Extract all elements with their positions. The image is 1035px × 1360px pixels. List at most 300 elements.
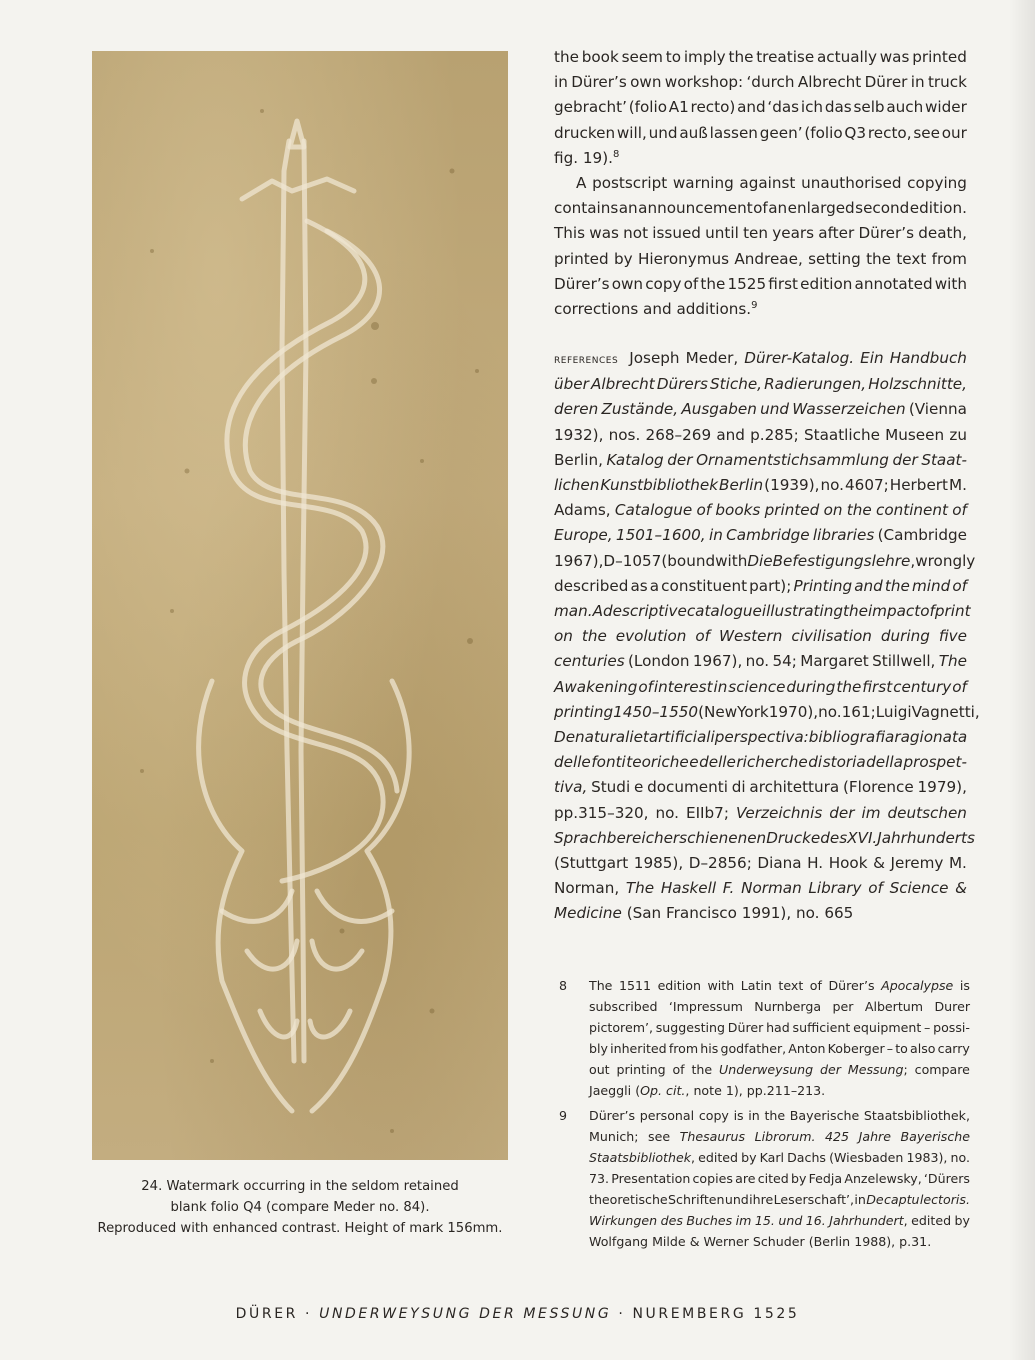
word: [903, 750, 967, 775]
word: [769, 700, 818, 725]
word: [640, 1105, 694, 1126]
word: [755, 1210, 775, 1231]
italic-run: on: [823, 501, 843, 520]
text-run: York: [737, 702, 769, 721]
italic-run: richerche: [736, 753, 808, 772]
text-run: to: [895, 1041, 908, 1056]
word: [866, 1189, 883, 1210]
text-run: di: [731, 778, 746, 797]
word: [728, 675, 785, 700]
word: [693, 1083, 721, 1098]
body-paragraph-2: [554, 171, 967, 322]
word: [695, 624, 710, 649]
word: [661, 574, 747, 599]
italic-run: Staatsbibliothek: [589, 1150, 692, 1165]
italic-run: continent: [875, 501, 948, 520]
italic-run: of: [952, 677, 967, 696]
italic-run: of: [868, 879, 883, 898]
italic-run: Jahrhunderts: [877, 828, 975, 847]
word: [844, 1168, 921, 1189]
word: [704, 1234, 749, 1249]
italic-run: Europe,: [554, 526, 613, 545]
word: [615, 498, 692, 523]
word: [885, 423, 944, 448]
italic-run: century: [893, 677, 952, 696]
word: [829, 851, 868, 876]
italic-run: in: [708, 526, 723, 545]
text-run: e: [633, 778, 644, 797]
word: [854, 1189, 865, 1210]
italic-run: und: [778, 1213, 803, 1228]
text-run: (Cambridge: [877, 526, 967, 545]
word: [554, 675, 637, 700]
italic-run: di: [808, 753, 823, 772]
text-run: constituent: [661, 576, 748, 595]
word: [715, 725, 809, 750]
word: against: [739, 174, 796, 192]
italic-run: the: [836, 677, 862, 696]
word: [951, 1147, 970, 1168]
word: treatise: [756, 48, 815, 66]
text-line: [554, 70, 967, 95]
word: [809, 725, 895, 750]
text-line: [589, 1210, 970, 1231]
word: [829, 801, 854, 826]
word: [949, 851, 967, 876]
word: [890, 346, 967, 372]
word: [737, 700, 769, 725]
word: auß: [679, 123, 708, 142]
text-run: Anzelewsky,: [844, 1171, 922, 1186]
italic-run: Messung: [847, 1062, 904, 1077]
word: (folio: [628, 98, 667, 117]
word: [654, 675, 713, 700]
footnote: [556, 1105, 970, 1252]
italic-run: Haskell: [660, 879, 717, 898]
text-run: (1939),: [764, 476, 820, 495]
word: of: [683, 274, 699, 293]
text-run: copies: [692, 1171, 733, 1186]
italic-run: captu: [883, 1192, 920, 1207]
word: [824, 498, 843, 523]
word: [952, 574, 967, 599]
word: Andreae,: [734, 249, 803, 268]
text-run: 1511: [618, 978, 652, 993]
text-run: 73.: [589, 1171, 610, 1186]
word: [647, 775, 728, 800]
text-run: Berlin,: [554, 450, 603, 469]
italic-run: et: [633, 728, 649, 747]
word: [554, 523, 613, 548]
text-run: architettura: [749, 778, 840, 797]
italic-run: Buches: [686, 1213, 733, 1228]
word: [554, 448, 603, 473]
text-run: Nurnberga: [754, 999, 822, 1014]
word: [791, 624, 872, 649]
italic-run: Op.: [640, 1083, 663, 1098]
word: Q3: [844, 123, 867, 142]
word: actually: [816, 48, 877, 66]
italic-run: of: [920, 602, 935, 621]
word: [820, 1059, 841, 1080]
word: [866, 750, 903, 775]
word: [719, 624, 782, 649]
text-line: [554, 372, 967, 397]
italic-run: descriptive: [602, 602, 687, 621]
text-run: Adams,: [554, 501, 611, 520]
word: copy: [645, 274, 682, 293]
italic-run: Handbuch: [889, 349, 967, 367]
word: [876, 700, 912, 725]
word: [634, 851, 683, 876]
text-run: fig. 19).: [554, 148, 613, 167]
word: [713, 675, 727, 700]
italic-run: im: [861, 803, 881, 822]
word: [661, 1210, 683, 1231]
text-line: [589, 1126, 970, 1147]
word: [652, 1234, 686, 1249]
text-run: nos.: [608, 425, 641, 444]
word: [607, 448, 664, 473]
italic-run: Library: [808, 879, 862, 898]
word: [661, 876, 716, 901]
word: [924, 1168, 970, 1189]
text-line: [589, 1017, 970, 1038]
text-run: pictorem’,: [589, 1020, 653, 1035]
word: [709, 523, 723, 548]
word: ‘durch: [746, 73, 795, 92]
word: the: [866, 249, 891, 268]
word: [668, 1189, 724, 1210]
italic-run: Catalogue: [614, 501, 693, 520]
italic-run: evolution: [615, 627, 687, 646]
word: [630, 574, 647, 599]
text-line: [554, 876, 967, 901]
italic-run: e: [689, 753, 699, 772]
text-run: possi-: [933, 1020, 970, 1035]
text-run: Wolfgang: [589, 1234, 649, 1249]
text-run: out: [589, 1062, 610, 1077]
italic-run: Staat-: [921, 450, 967, 469]
word: [554, 574, 628, 599]
word: death,: [918, 224, 967, 243]
word: [696, 448, 889, 473]
word: [689, 750, 698, 775]
word: [746, 649, 769, 674]
word: an: [768, 199, 788, 218]
page-edge-shadow: [1009, 0, 1035, 1360]
italic-run: Science: [889, 879, 949, 898]
text-run: Dürer’s: [589, 1108, 636, 1123]
word: [786, 675, 835, 700]
word: [669, 1038, 698, 1059]
word: Dürer’s: [554, 274, 610, 293]
text-line: [554, 649, 967, 674]
italic-run: Holzschnitte,: [868, 375, 967, 394]
word: recto): [690, 98, 736, 117]
text-line: [589, 975, 970, 996]
word: [864, 1105, 970, 1126]
text-run: pp.315–320,: [554, 803, 649, 822]
italic-run: Cambridge: [726, 526, 810, 545]
word: [764, 473, 819, 498]
word: [554, 599, 593, 624]
italic-run: ragionata: [894, 728, 968, 747]
text-line: [554, 675, 967, 700]
word: [669, 996, 743, 1017]
word: geen’: [759, 123, 803, 142]
word: [787, 1147, 826, 1168]
word: [554, 826, 664, 851]
word: edition: [800, 274, 853, 293]
word: [723, 876, 735, 901]
word: [796, 904, 819, 922]
word: [884, 1189, 920, 1210]
word: [843, 599, 868, 624]
word: [735, 1168, 755, 1189]
text-run: by: [954, 1213, 970, 1228]
text-line: [554, 549, 976, 574]
word: [591, 775, 630, 800]
italic-run: über: [554, 375, 589, 394]
text-run: sufficient: [792, 1020, 851, 1035]
text-run: edited: [911, 1213, 952, 1228]
word: [800, 649, 869, 674]
word: [766, 826, 820, 851]
word: [554, 624, 573, 649]
text-run: bly: [589, 1041, 608, 1056]
text-run: (: [635, 1083, 641, 1098]
word: [873, 851, 885, 876]
text-run: (Stuttgart: [554, 854, 629, 873]
word: [719, 1059, 813, 1080]
italic-run: interest: [653, 677, 713, 696]
text-run: Munich;: [589, 1129, 639, 1144]
text-line: [554, 272, 967, 297]
word: [554, 904, 622, 922]
word: [589, 1105, 635, 1126]
text-run: documenti: [647, 778, 728, 797]
word: with: [934, 274, 967, 293]
word: Dürer’s: [571, 73, 627, 92]
text-run: D–1057: [603, 551, 662, 570]
word: [715, 498, 760, 523]
text-run: are: [735, 1171, 756, 1186]
italic-run: Printing: [793, 576, 853, 595]
word: will,: [616, 123, 647, 142]
word: [616, 523, 706, 548]
word: [854, 574, 883, 599]
italic-run: delle: [699, 753, 736, 772]
text-run: note: [693, 1083, 722, 1098]
word: postscript: [592, 174, 668, 192]
word: das: [824, 98, 852, 117]
italic-run: and: [854, 576, 883, 595]
word: enlarged: [787, 199, 855, 218]
word: [935, 599, 971, 624]
text-run: Margaret: [800, 652, 869, 671]
text-run: his: [700, 1041, 719, 1056]
text-line: [554, 725, 967, 750]
text-run: inherited: [610, 1041, 667, 1056]
italic-run: libraries: [812, 526, 875, 545]
word: [853, 1017, 921, 1038]
text-run: 1985),: [633, 854, 684, 873]
word: [696, 498, 711, 523]
italic-run: lichen: [554, 476, 600, 495]
text-run: &: [873, 854, 885, 873]
text-run: with: [715, 551, 748, 570]
footnote-ref: 8: [612, 148, 620, 160]
italic-run: printing: [554, 702, 614, 721]
text-run: 1988),: [854, 1234, 896, 1249]
italic-run: of: [696, 501, 712, 520]
text-run: M.: [948, 854, 967, 873]
text-run: of: [672, 1062, 685, 1077]
text-run: (Vienna: [908, 400, 967, 419]
word: [613, 700, 698, 725]
word: [891, 851, 944, 876]
word: [847, 826, 877, 851]
word: [720, 1038, 786, 1059]
word: see: [913, 123, 940, 142]
word: [672, 1059, 684, 1080]
word: [955, 1210, 970, 1231]
word: [554, 397, 598, 422]
text-run: ,: [685, 1083, 690, 1098]
text-run: Presentation: [611, 1171, 691, 1186]
italic-run: of: [952, 576, 967, 595]
italic-run: The: [938, 652, 967, 671]
text-line: [554, 599, 971, 624]
word: [877, 826, 975, 851]
word: selb: [853, 98, 885, 117]
word: [818, 700, 841, 725]
text-run: Werner: [703, 1234, 749, 1249]
text-run: no.: [655, 803, 679, 822]
word: [824, 904, 853, 922]
text-run: Herbert: [889, 476, 948, 495]
word: [862, 801, 881, 826]
text-run: Milde: [652, 1234, 686, 1249]
italic-run: Zustände,: [601, 400, 679, 419]
italic-run: Apocalypse: [881, 978, 954, 993]
word: [790, 1105, 859, 1126]
text-run: ,: [903, 1213, 908, 1228]
text-run: EIIb7;: [685, 803, 729, 822]
text-run: H.: [807, 854, 824, 873]
italic-run: books: [715, 501, 761, 520]
italic-run: XVI.: [847, 828, 878, 847]
text-run: Jaeggli: [589, 1083, 632, 1098]
word: copying: [907, 174, 967, 192]
word: [710, 372, 762, 397]
text-run: pp.211–213.: [746, 1083, 826, 1098]
word: [603, 599, 687, 624]
text-run: 1970),: [768, 702, 819, 721]
word: [635, 1083, 662, 1098]
word: [656, 801, 679, 826]
word: [865, 996, 923, 1017]
text-run: is: [733, 1108, 744, 1123]
word: own: [630, 73, 662, 92]
word: [698, 700, 737, 725]
word: [617, 1059, 666, 1080]
word: [687, 599, 762, 624]
word: (folio: [804, 123, 843, 142]
italic-run: Librorum.: [754, 1129, 816, 1144]
footer-title: UNDERWEYSUNG DER MESSUNG: [319, 1306, 612, 1322]
text-line: [554, 473, 967, 498]
word: [589, 1059, 610, 1080]
text-run: Norman,: [554, 879, 620, 898]
word: [554, 473, 599, 498]
word: [686, 346, 739, 372]
text-run: zu: [949, 425, 967, 444]
word: [589, 1017, 653, 1038]
text-line: [554, 624, 967, 649]
text-run: Staatliche: [803, 425, 880, 444]
italic-run: the: [884, 576, 910, 595]
figure-caption: [92, 1176, 508, 1239]
text-run: 1979),: [917, 778, 967, 797]
word: [554, 372, 589, 397]
word: [885, 574, 910, 599]
footnotes: [556, 975, 970, 1252]
text-line: [589, 1038, 970, 1059]
word: [611, 1168, 690, 1189]
text-line: [554, 775, 967, 800]
word: [938, 1038, 970, 1059]
word: imply: [683, 48, 726, 66]
italic-run: centuries: [554, 652, 625, 671]
text-run: M.: [949, 476, 967, 495]
footer-left: DÜRER ·: [235, 1306, 320, 1322]
text-run: Schriften: [668, 1192, 725, 1207]
text-run: ,: [691, 1150, 696, 1165]
word: [728, 1017, 764, 1038]
word: [554, 775, 587, 800]
text-line: [554, 297, 967, 322]
word: [828, 1038, 885, 1059]
italic-run: erschienenen: [663, 828, 767, 847]
word: [589, 1168, 609, 1189]
word: [808, 750, 822, 775]
italic-run: during: [880, 627, 930, 646]
text-run: Francisco: [666, 904, 737, 923]
word: [661, 549, 715, 574]
word: [749, 775, 839, 800]
word: [868, 372, 967, 397]
text-run: Bayerische: [789, 1108, 860, 1123]
text-run: Studi: [591, 778, 631, 797]
word: [915, 549, 975, 574]
italic-run: della: [866, 753, 903, 772]
word: [648, 1126, 670, 1147]
text-run: Dürer: [727, 1020, 764, 1035]
footnote: [556, 975, 970, 1101]
word: printed: [912, 48, 967, 66]
word: in: [554, 73, 568, 92]
text-run: carry: [937, 1041, 970, 1056]
word: [742, 904, 791, 922]
text-line: [554, 397, 967, 422]
word: und: [648, 123, 678, 142]
word: [591, 372, 655, 397]
word: [719, 473, 763, 498]
caption-line: Reproduced with enhanced contrast. Height of mark 156mm.: [97, 1221, 503, 1236]
text-run: equipment: [853, 1020, 922, 1035]
